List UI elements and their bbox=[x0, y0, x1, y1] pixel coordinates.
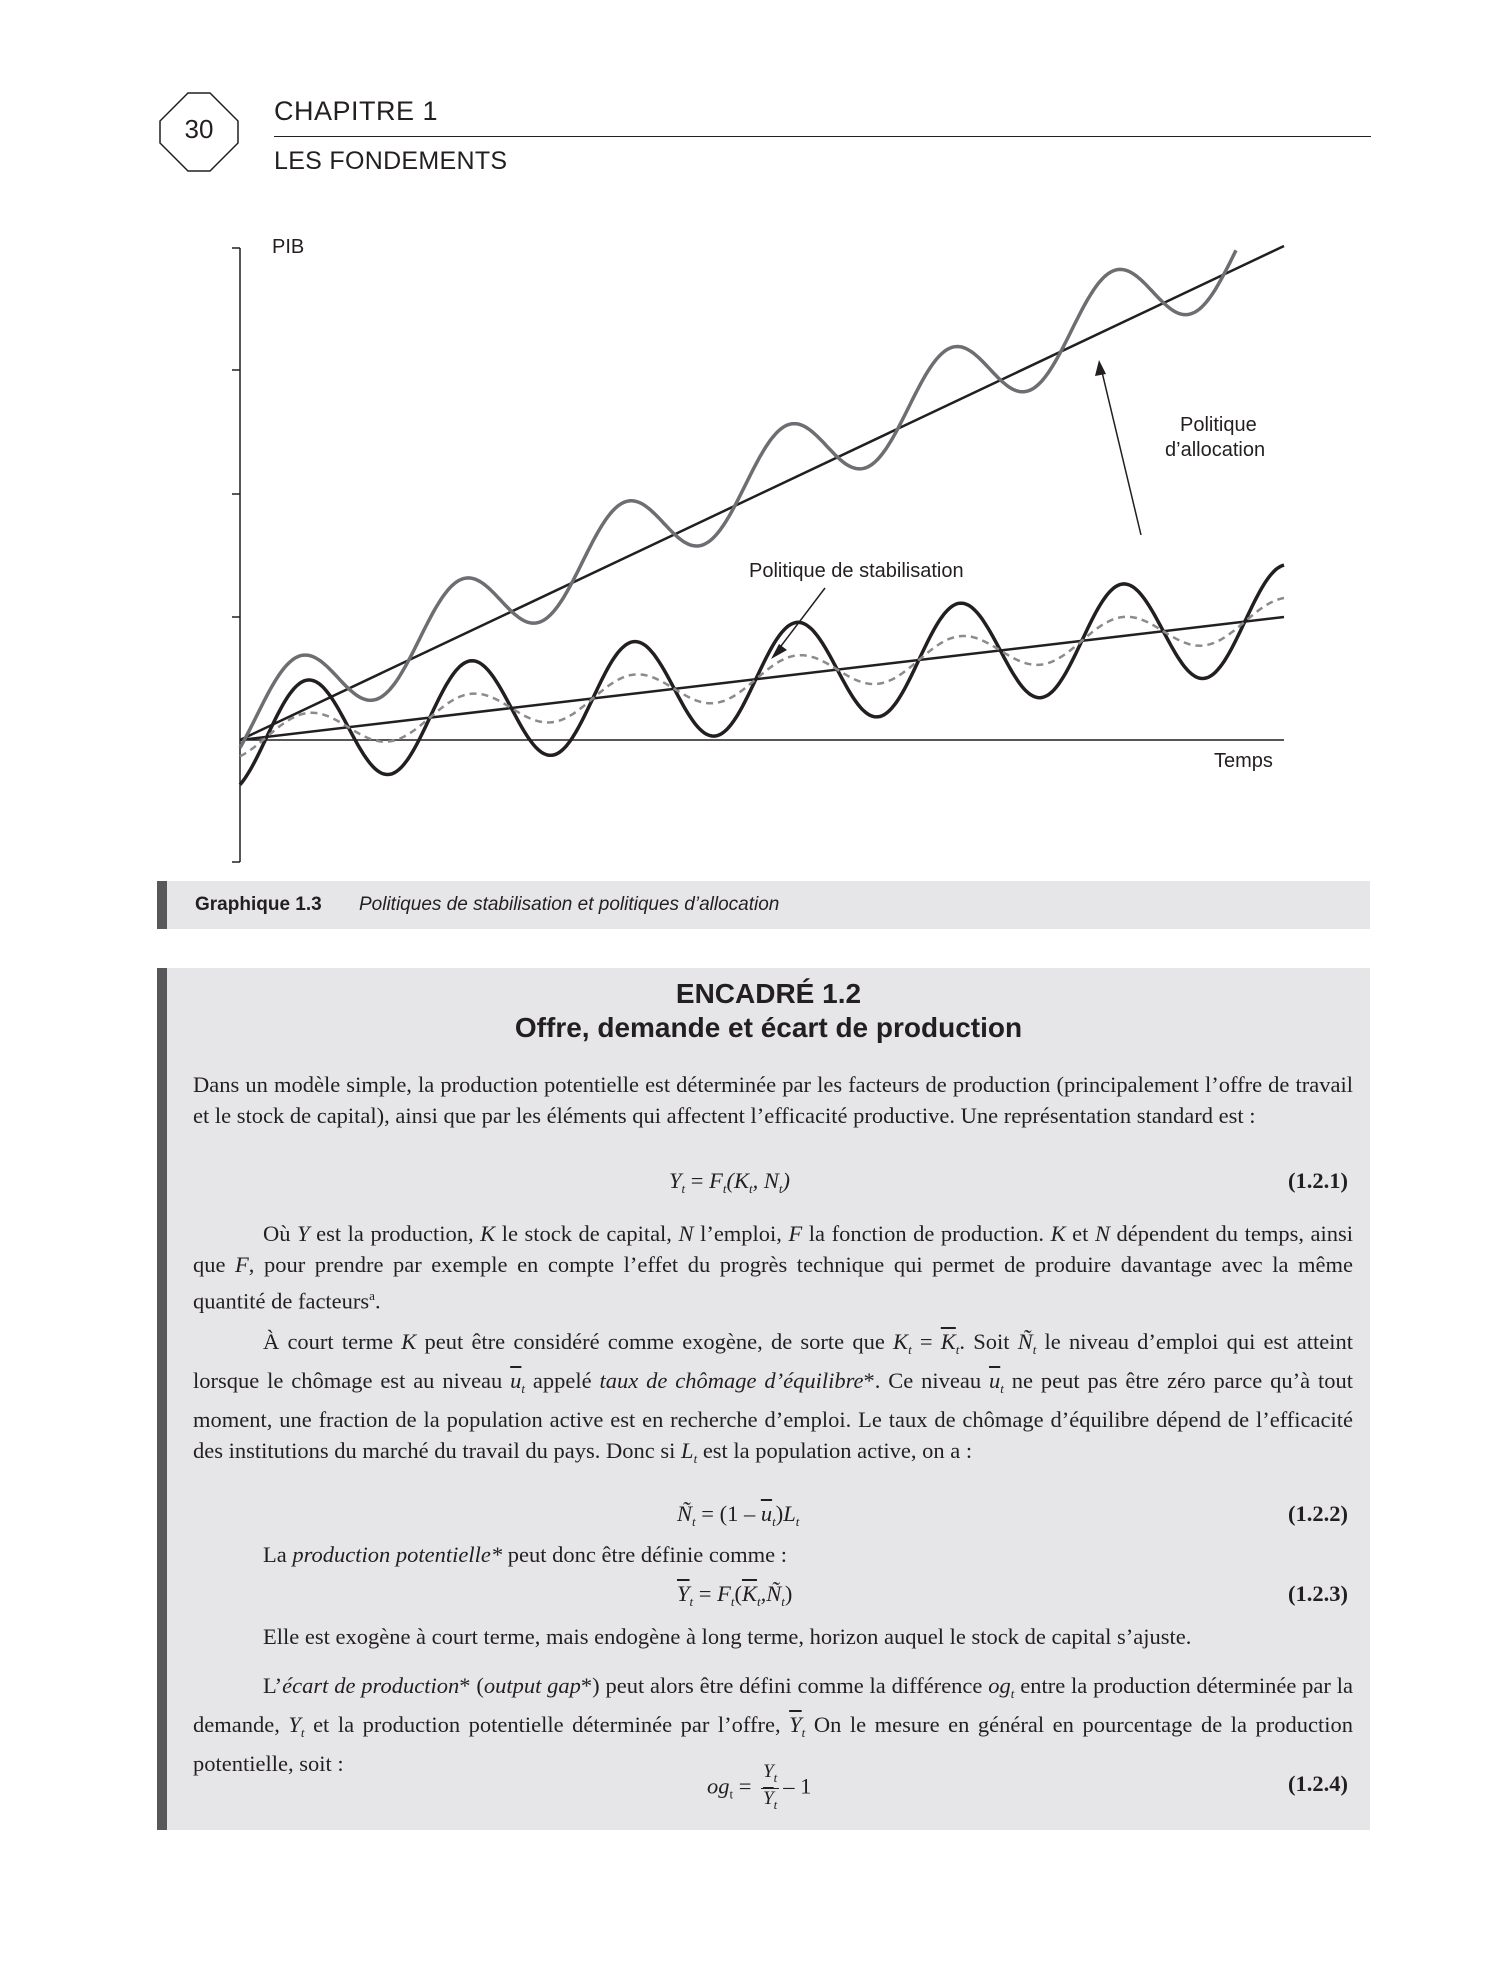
x-axis-label: Temps bbox=[1214, 750, 1273, 772]
paragraph-4-suffix: peut donc être définie comme : bbox=[507, 1542, 788, 1567]
equation-3-number: (1.2.3) bbox=[1288, 1581, 1348, 1606]
chapter-label: CHAPITRE 1 bbox=[274, 96, 439, 126]
equation-4-number: (1.2.4) bbox=[1288, 1771, 1348, 1796]
encadre-box bbox=[157, 968, 1370, 1830]
equation-2-number: (1.2.2) bbox=[1288, 1501, 1348, 1526]
chapter-title: LES FONDEMENTS bbox=[274, 147, 508, 175]
annotation-stabilisation: Politique de stabilisation bbox=[749, 560, 964, 582]
annotation-allocation-line2: d’allocation bbox=[1165, 439, 1266, 461]
equation-3: $\overline{Y}_t$ = $F_t(\overline{K}_t,Ñ_t)$ bbox=[677, 1581, 793, 1609]
y-axis-label: PIB bbox=[272, 236, 305, 258]
figure-caption-number: Graphique 1.3 bbox=[195, 894, 322, 915]
box-title: Offre, demande et écart de production bbox=[514, 1012, 1023, 1043]
paragraph-4-prefix: La bbox=[263, 1542, 287, 1567]
y-axis bbox=[232, 248, 240, 862]
oscillation-curve-stabilised bbox=[240, 598, 1284, 756]
oscillation-curve-allocation bbox=[240, 250, 1236, 747]
paragraph-2: Où Y est la production, K le stock de capital, N l’emploi, F la fonction de production. K et N dépendent du temps, ainsi que F, pour prendre par exemple en compte l’effet du progrès technique qui permet de produire davantage avec la même quantité de facteurs$^a$. bbox=[193, 1221, 1354, 1314]
equation-2: $Ñ_t = (1 - \overline{u}_t)L_t$ bbox=[677, 1501, 800, 1529]
paragraph-5-text: Elle est exogène à court terme, mais endogène à long terme, horizon auquel le stock de capital s’ajuste. bbox=[263, 1624, 1192, 1649]
paragraph-4-term: production potentielle* bbox=[292, 1542, 503, 1567]
equation-4: $og_t$ = $\frac{Y_t}{\overline{Y}_t}$ – 1 bbox=[707, 1761, 812, 1812]
equation-1: $Y_t = F_t(K_t$, $N_t$) bbox=[669, 1168, 790, 1196]
paragraph-1: Dans un modèle simple, la production potentielle est déterminée par les facteurs de production (principalement l’offre de travail et le stock de capital), ainsi que par les éléments qui affectent l’efficacité productive. Une représentation standard est : bbox=[193, 1072, 1353, 1128]
arrow-stabilisation bbox=[771, 588, 825, 659]
figure-caption-title: Politiques de stabilisation et politiques d’allocation bbox=[359, 894, 780, 915]
paragraph-4 bbox=[193, 1539, 1353, 1570]
figure-caption bbox=[157, 881, 1370, 929]
paragraph-5 bbox=[193, 1621, 1353, 1652]
annotation-allocation-line1: Politique bbox=[1180, 414, 1257, 436]
chart bbox=[0, 0, 1497, 880]
paragraph-3: À court terme K peut être considéré comme exogène, de sorte que $K_t = \overline{K}_t$. Soit $Ñ_t$ le niveau d’emploi qui est atteint lorsque le chômage est au niveau $\overline{u}_t$ appelé taux de chômage d’équilibre*. Ce niveau $\overline{u}_t$ ne peut pas être zéro parce qu’à tout moment, une fraction de la population active est en recherche d’emploi. Le taux de chômage d’équilibre dépend de l’efficacité des institutions du marché du travail du pays. Donc si $L_t$ est la population active, on a : bbox=[193, 1329, 1353, 1466]
arrow-allocation bbox=[1095, 360, 1141, 535]
page-number: 30 bbox=[184, 114, 214, 144]
equation-1-number: (1.2.1) bbox=[1288, 1168, 1348, 1193]
paragraph-6: L’écart de production* (output gap*) peut alors être défini comme la différence $og_t$ entre la production déterminée par la demande, $Y_t$ et la production potentielle déterminée par l’offre, $\overline{Y}_t$ On le mesure en général en pourcentage de la production potentielle, soit : bbox=[193, 1673, 1353, 1776]
box-label: ENCADRÉ 1.2 bbox=[675, 978, 862, 1009]
